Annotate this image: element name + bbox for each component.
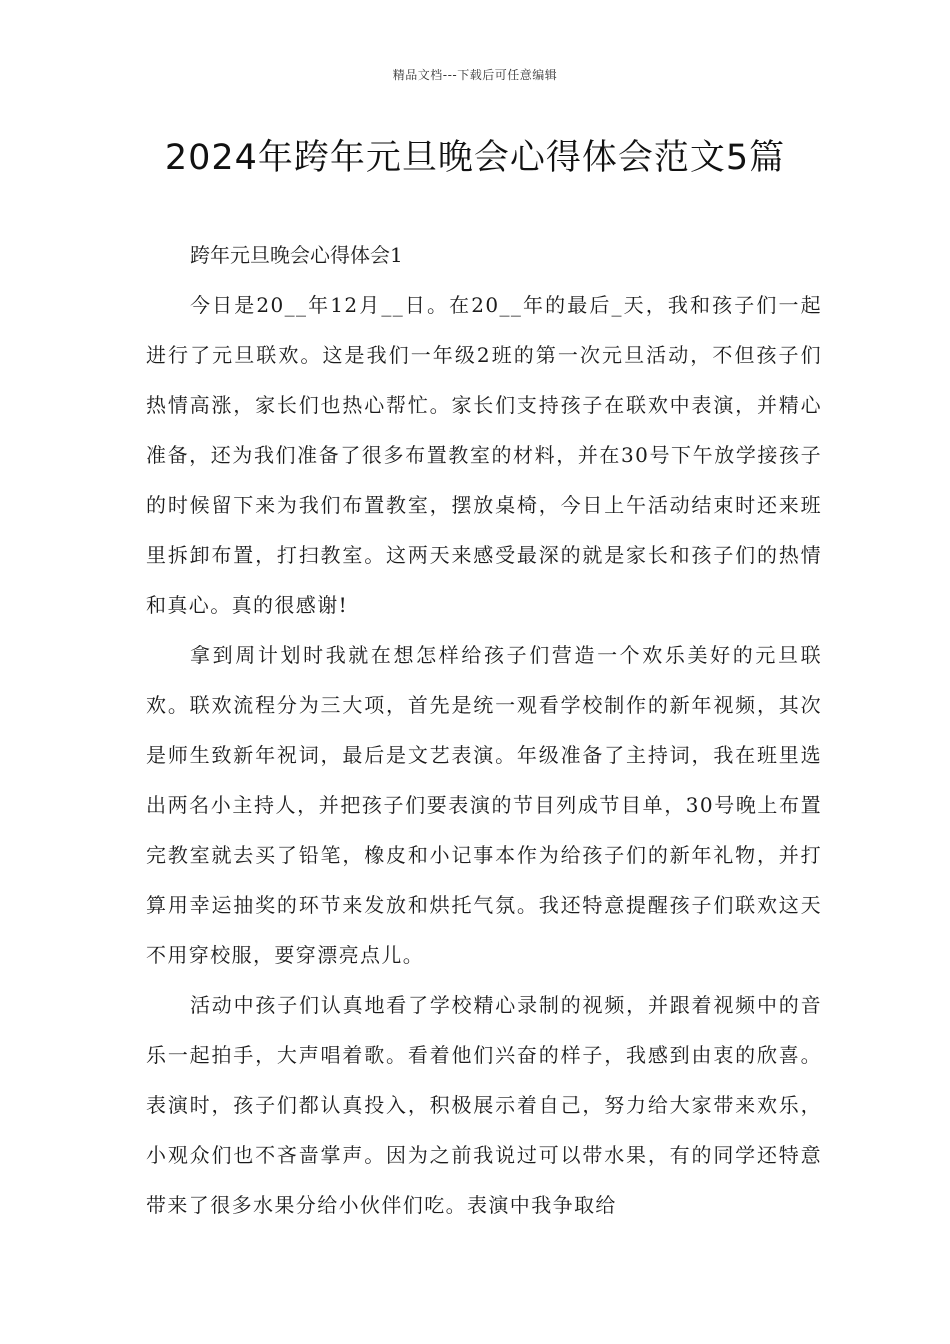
header-note: 精品文档---下载后可任意编辑: [392, 68, 558, 82]
paragraph-1: 今日是20__年12月__日。在20__年的最后_天，我和孩子们一起进行了元旦联欢。这是我们一年级2班的第一次元旦活动，不但孩子们热情高涨，家长们也热心帮忙。家长们支持孩子在联欢中表演，并精心准备，还为我们准备了很多布置教室的材料，并在30号下午放学接孩子的时候留下来为我们布置教室，摆放桌椅，今日上午活动结束时还来班里拆卸布置，打扫教室。这两天来感受最深的就是家长和孩子们的热情和真心。真的很感谢!: [146, 293, 822, 617]
document-title: 2024年跨年元旦晚会心得体会范文5篇: [164, 138, 786, 178]
paragraph-3: 活动中孩子们认真地看了学校精心录制的视频，并跟着视频中的音乐一起拍手，大声唱着歌。看着他们兴奋的样子，我感到由衷的欣喜。表演时，孩子们都认真投入，积极展示着自己，努力给大家带来欢乐，小观众们也不吝啬掌声。因为之前我说过可以带水果，有的同学还特意带来了很多水果分给小伙伴们吃。表演中我争取给: [146, 993, 822, 1217]
paragraph-2: 拿到周计划时我就在想怎样给孩子们营造一个欢乐美好的元旦联欢。联欢流程分为三大项，首先是统一观看学校制作的新年视频，其次是师生致新年祝词，最后是文艺表演。年级准备了主持词，我在班里选出两名小主持人，并把孩子们要表演的节目列成节目单，30号晚上布置完教室就去买了铅笔，橡皮和小记事本作为给孩子们的新年礼物，并打算用幸运抽奖的环节来发放和烘托气氛。我还特意提醒孩子们联欢这天不用穿校服，要穿漂亮点儿。: [146, 643, 822, 967]
document-body: [146, 230, 822, 1230]
section-heading: 跨年元旦晚会心得体会1: [190, 243, 403, 267]
